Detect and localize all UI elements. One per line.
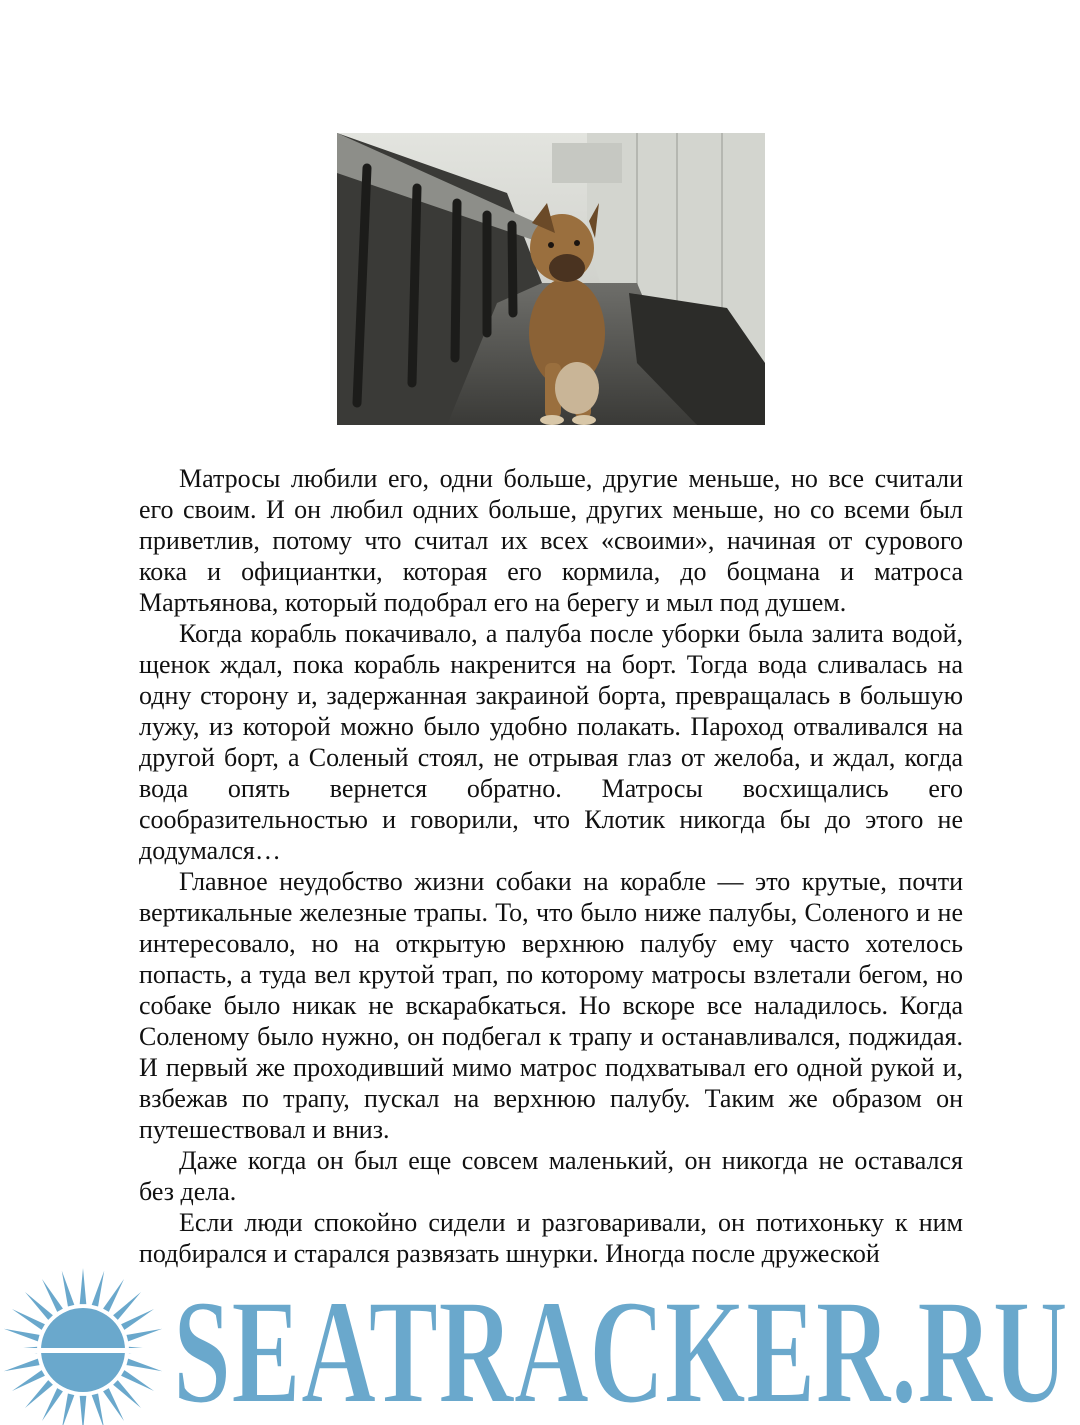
paragraph: Матросы любили его, одни больше, другие меньше, но все считали его своим. И он любил одних больше, других меньше, но со всеми был приветлив, потому что считал их всех «своими», начиная от сурового кока и официантки, которая его кормила, до боцмана и матроса Мартьянова, который подобрал его на берегу и мыл под душем. <box>139 464 963 617</box>
watermark-text: SEATRACKER.RU <box>173 1269 1068 1425</box>
paragraph: Если люди спокойно сидели и разговаривали, он потихоньку к ним подбирался и старался развязать шнурки. Иногда после дружеской <box>139 1208 963 1268</box>
paragraph: Когда корабль покачивало, а палуба после уборки была залита водой, щенок ждал, пока корабль накренится на борт. Тогда вода сливалась на одну сторону и, задержанная закраиной борта, превращалась в большую лужу, из которой можно было удобно полакать. Пароход отваливался на другой борт, а Соленый стоял, не отрывая глаз от желоба, и ждал, когда вода опять вернется обратно. Матросы восхищались его сообразительностью и говорили, что Клотик никогда бы до этого не додумался… <box>139 619 963 865</box>
sun-ray <box>121 1309 154 1330</box>
sun-ray <box>42 1279 63 1312</box>
sun-ray <box>42 1388 63 1421</box>
ship-window-block <box>552 143 622 183</box>
story-text <box>139 463 963 1271</box>
sun-icon <box>0 1268 170 1425</box>
sun-ray <box>12 1370 45 1391</box>
watermark <box>0 1262 1080 1425</box>
sun-ray <box>12 1309 45 1330</box>
sun-ray <box>4 1359 40 1372</box>
sun-ray <box>92 1271 105 1307</box>
sun-ray <box>80 1396 87 1425</box>
sun-ray <box>113 1292 141 1320</box>
sun-ray <box>113 1380 141 1408</box>
sun-ray <box>25 1292 53 1320</box>
horizon-line <box>0 1348 170 1353</box>
paragraph: Даже когда он был еще совсем маленький, он никогда не оставался без дела. <box>139 1146 963 1206</box>
illustration-dog-on-deck <box>337 133 765 425</box>
sun-ray <box>103 1388 124 1421</box>
sun-ray <box>4 1329 40 1342</box>
sun-ray <box>126 1329 162 1342</box>
sun-ray <box>126 1359 162 1372</box>
sun-ray <box>92 1393 105 1425</box>
sun-ray <box>121 1370 154 1391</box>
sun-ray <box>62 1393 75 1425</box>
paragraph: Главное неудобство жизни собаки на корабле — это крутые, почти вертикальные железные трапы. То, что было ниже палубы, Соленого и не интересовало, но на открытую верхнюю палубу ему часто хотелось попасть, а туда вел крутой трап, по которому матросы взлетали бегом, но собаке было никак не вскарабкаться. Но вскоре все наладилось. Когда Соленому было нужно, он подбегал к трапу и останавливался, поджидая. И первый же проходивший мимо матрос подхватывал его одной рукой и, взбежав по трапу, пускал на верхнюю палубу. Таким же образом он путешествовал и вниз. <box>139 867 963 1144</box>
sun-ray <box>62 1271 75 1307</box>
sun-ray <box>103 1279 124 1312</box>
sun-ray <box>80 1268 87 1304</box>
sun-ray <box>25 1380 53 1408</box>
